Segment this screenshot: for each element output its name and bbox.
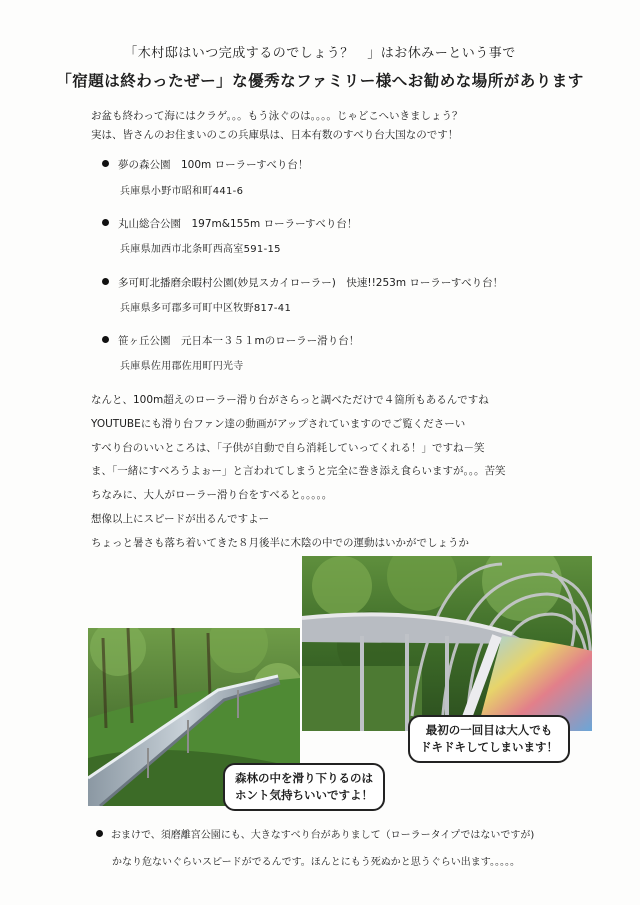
bullet-icon: [102, 278, 109, 285]
park-address: 兵庫県佐用郡佐用町円光寺: [120, 361, 244, 372]
header-headline: 「宿題は終わったぜー」な優秀なファミリー様へお勧めな場所があります: [56, 72, 584, 90]
bullet-icon: [102, 336, 109, 343]
body-line: YOUTUBEにも滑り台ファン達の動画がアップされていますのでご覧くださーい: [91, 418, 466, 430]
body-line: すべり台のいいところは、「子供が自動で自ら消耗していってくれる！」ですね－笑: [91, 442, 485, 454]
park-title: 多可町北播磨余暇村公園(妙見スカイローラー) 快速!!253m ローラーすべり台！: [118, 277, 504, 289]
intro-line: 実は、皆さんのお住まいのこの兵庫県は、日本有数のすべり台大国なのです！: [91, 129, 459, 141]
body-line: なんと、100m超えのローラー滑り台がさらっと調べただけで４箇所もあるんですね: [91, 394, 489, 406]
footer-text: おまけで、須磨離宮公園にも、大きなすべり台がありまして（ローラータイプではないですが): [111, 830, 535, 841]
roller-slide-photo-right: [302, 556, 592, 731]
bullet-icon: [96, 830, 103, 837]
body-line: ちょっと暑さも落ち着いてきた８月後半に木陰の中での運動はいかがでしょうか: [91, 537, 469, 549]
callout-line: ホント気持ちいいですよ！: [235, 788, 373, 802]
bullet-icon: [102, 219, 109, 226]
park-item: [102, 216, 357, 231]
footer-line: [96, 826, 534, 841]
footer-line: かなり危ないぐらいスピードがでるんです。ほんとにもう死ぬかと思うぐらい出ます。。。。。: [112, 857, 520, 868]
park-item: [102, 275, 503, 290]
park-address: 兵庫県加西市北条町西高室591-15: [120, 244, 281, 255]
body-line: ま、「一緒にすべろうよぉー」と言われてしまうと完全に巻き添え食らいますが。。。苦笑: [91, 465, 506, 477]
park-title: 丸山総合公園 197m&155m ローラーすべり台！: [118, 218, 358, 230]
callout-left: [223, 763, 385, 811]
park-item: [102, 157, 308, 172]
body-line: 想像以上にスピードが出るんですよー: [91, 513, 270, 525]
bullet-icon: [102, 160, 109, 167]
callout-right: [408, 715, 570, 763]
park-title: 夢の森公園 100m ローラーすべり台！: [118, 159, 309, 171]
callout-line: 最初の一回目は大人でも: [425, 723, 553, 737]
intro-line: お盆も終わって海にはクラゲ。。。もう泳ぐのは。。。。じゃどこへいきましょう？: [91, 110, 463, 122]
header-line-1: 「木村邸はいつ完成するのでしょう？ 」はお休みーという事で: [124, 46, 516, 61]
callout-line: ドキドキしてしまいます！: [420, 740, 558, 754]
park-item: [102, 333, 359, 348]
body-line: ちなみに、大人がローラー滑り台をすべると。。。。。: [91, 489, 333, 501]
park-title: 笹ヶ丘公園 元日本一３５１mのローラー滑り台！: [118, 335, 360, 347]
callout-line: 森林の中を滑り下りるのは: [235, 771, 373, 785]
park-address: 兵庫県小野市昭和町441-6: [120, 186, 244, 197]
park-address: 兵庫県多可郡多可町中区牧野817-41: [120, 303, 292, 314]
